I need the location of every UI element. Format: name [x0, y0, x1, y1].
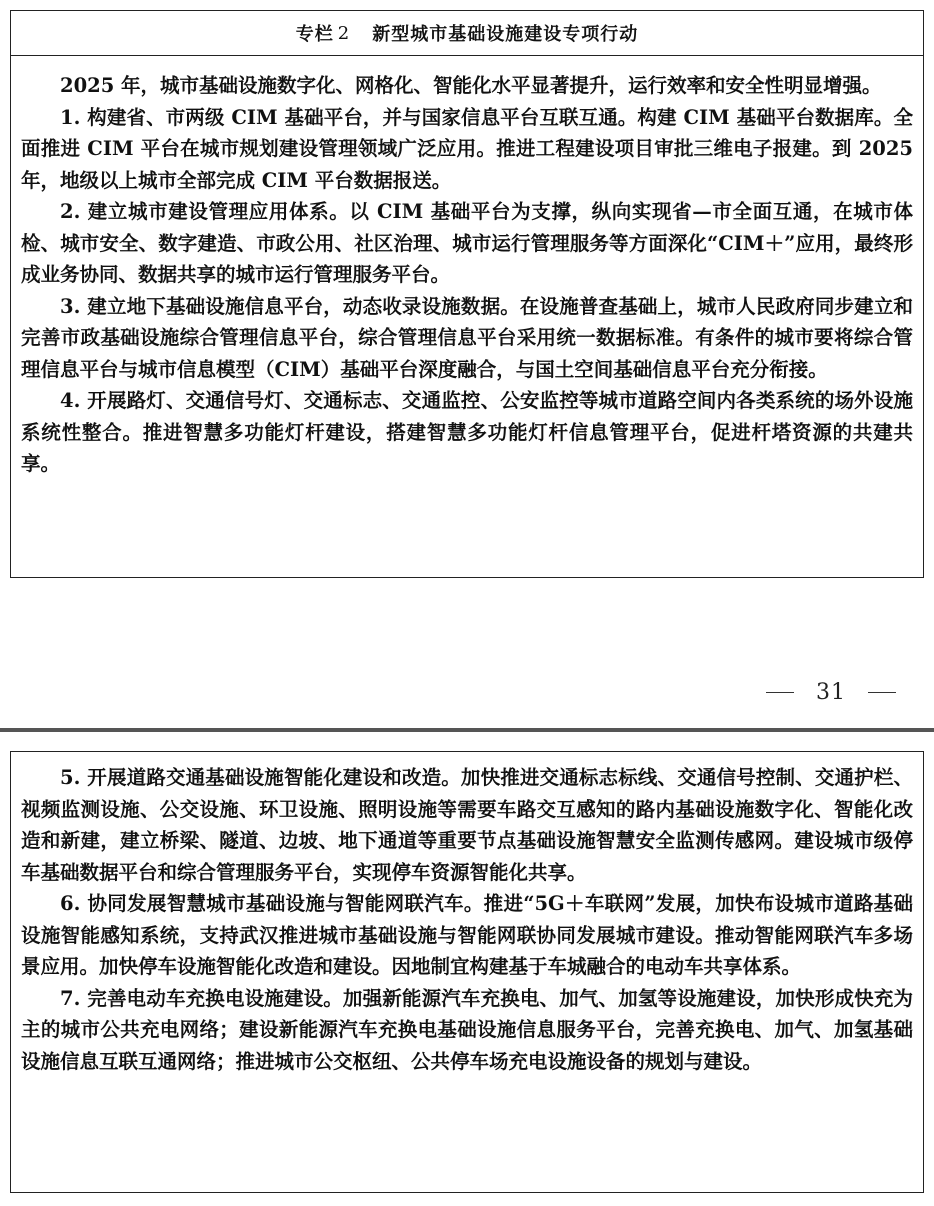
column-bottom-content: [11, 752, 923, 1077]
column-title: [11, 11, 923, 56]
column-title-text: 新型城市基础设施建设专项行动: [372, 24, 639, 45]
page-number-value: 31: [816, 680, 846, 705]
paragraph-item-5: 5. 开展道路交通基础设施智能化建设和改造。加快推进交通标志标线、交通信号控制、交通护栏、视频监测设施、公交设施、环卫设施、照明设施等需要车路交互感知的路内基础设施数字化、智能化改造和新建，建立桥梁、隧道、边坡、地下通道等重要节点基础设施智慧安全监测传感网。建设城市级停车基础数据平台和综合管理服务平台，实现停车资源智能化共享。: [21, 766, 913, 884]
column-title-number: 2: [337, 22, 351, 44]
page-number-right-dash: [868, 692, 896, 693]
page-number-left-dash: [766, 692, 794, 693]
column-title-prefix: 专栏: [295, 24, 334, 45]
paragraph-item-7: 7. 完善电动车充换电设施建设。加强新能源汽车充换电、加气、加氢等设施建设，加快形成快充为主的城市公共充电网络；建设新能源汽车充换电基础设施信息服务平台，完善充换电、加气、加氢基础设施信息互联互通网络；推进城市公交枢纽、公共停车场充电设施设备的规划与建设。: [21, 986, 913, 1073]
page-break-divider: [0, 728, 934, 732]
column-box-top: [10, 10, 924, 578]
paragraph-item-3: 3. 建立地下基础设施信息平台，动态收录设施数据。在设施普查基础上，城市人民政府同步建立和完善市政基础设施综合管理信息平台，综合管理信息平台采用统一数据标准。有条件的城市要将综合管理信息平台与城市信息模型（CIM）基础平台深度融合，与国土空间基础信息平台充分衔接。: [21, 294, 913, 381]
paragraph-item-6: 6. 协同发展智慧城市基础设施与智能网联汽车。推进“5G＋车联网”发展，加快布设城市道路基础设施智能感知系统，支持武汉推进城市基础设施与智能网联协同发展城市建设。推动智能网联汽车多场景应用。加快停车设施智能化改造和建设。因地制宜构建基于车城融合的电动车共享体系。: [21, 892, 913, 978]
paragraph-item-4: 4. 开展路灯、交通信号灯、交通标志、交通监控、公安监控等城市道路空间内各类系统的场外设施系统性整合。推进智慧多功能灯杆建设，搭建智慧多功能灯杆信息管理平台，促进杆塔资源的共建共享。: [21, 389, 913, 475]
column-box-bottom: [10, 751, 924, 1193]
paragraph-item-1: 1. 构建省、市两级 CIM 基础平台，并与国家信息平台互联互通。构建 CIM 基础平台数据库。全面推进 CIM 平台在城市规划建设管理领域广泛应用。推进工程建设项目审批三维电子报建。到 2025 年，地级以上城市全部完成 CIM 平台数据报送。: [21, 105, 913, 192]
paragraph-item-2: 2. 建立城市建设管理应用体系。以 CIM 基础平台为支撑，纵向实现省—市全面互通，在城市体检、城市安全、数字建造、市政公用、社区治理、城市运行管理服务等方面深化“CIM＋”应用，最终形成业务协同、数据共享的城市运行管理服务平台。: [21, 200, 913, 286]
paragraph-intro: 2025 年，城市基础设施数字化、网格化、智能化水平显著提升，运行效率和安全性明显增强。: [60, 74, 882, 97]
page-number: [766, 680, 896, 705]
column-top-content: [11, 56, 923, 480]
